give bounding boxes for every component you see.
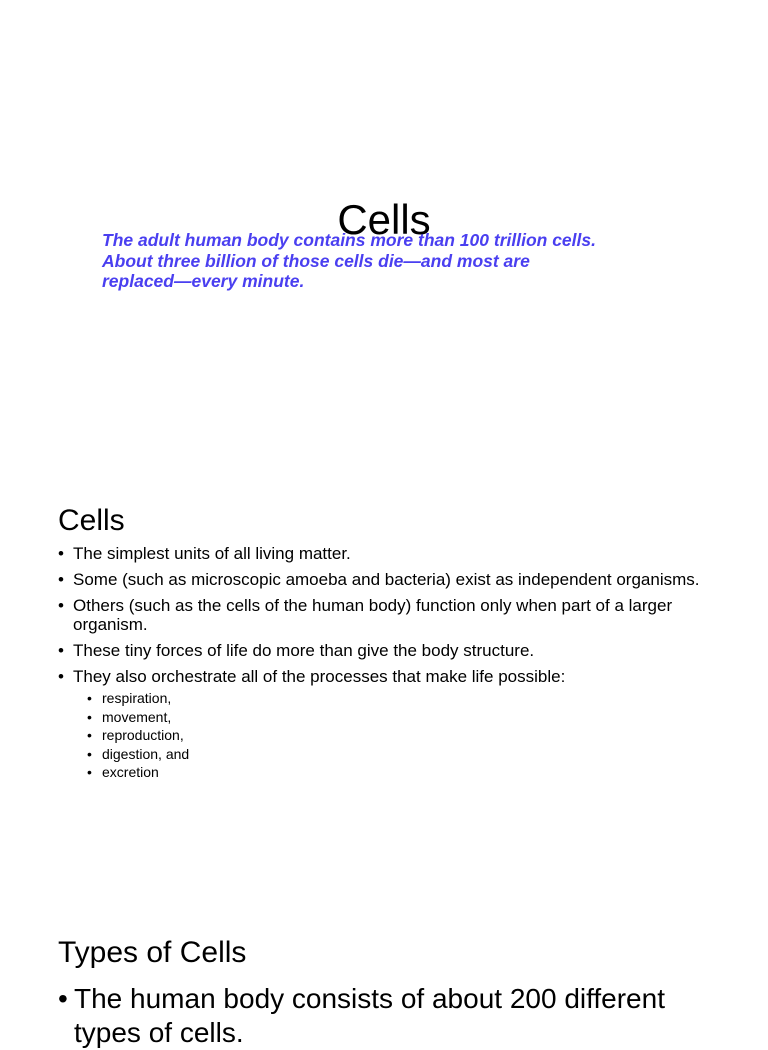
slide-heading: Types of Cells: [58, 935, 247, 969]
bullet-item: • The simplest units of all living matter.: [58, 544, 718, 563]
cells-slide: [0, 432, 768, 864]
slide-subtitle: [102, 230, 682, 292]
subtitle-line: The adult human body contains more than 100 trillion cells.: [102, 230, 596, 250]
slide-heading: Cells: [58, 503, 125, 537]
bullet-list: [58, 544, 718, 789]
sub-bullet-item: • reproduction,: [73, 726, 718, 745]
bullet-item: • Some (such as microscopic amoeba and bacteria) exist as independent organisms.: [58, 570, 718, 589]
sub-bullet-item: • digestion, and: [73, 745, 718, 764]
subtitle-line: About three billion of those cells die—and most are: [102, 250, 530, 271]
sub-bullet-list: [73, 689, 718, 782]
bullet-item: • These tiny forces of life do more than give the body structure.: [58, 641, 718, 660]
types-of-cells-slide: [0, 864, 768, 1048]
sub-bullet-item: • excretion: [73, 763, 718, 782]
slide-title: Cells: [337, 196, 431, 244]
bullet-item: • Others (such as the cells of the human body) function only when part of a larger organism.: [58, 596, 718, 634]
bullet-list: [58, 982, 718, 1050]
bullet-text: They also orchestrate all of the processes that make life possible:: [73, 667, 566, 686]
title-slide: [0, 0, 768, 432]
subtitle-line: replaced—every minute.: [102, 271, 305, 291]
bullet-item: • The human body consists of about 200 different types of cells.: [58, 982, 718, 1050]
bullet-item-with-sublist: [58, 667, 718, 782]
sub-bullet-item: • movement,: [73, 708, 718, 727]
sub-bullet-item: • respiration,: [73, 689, 718, 708]
